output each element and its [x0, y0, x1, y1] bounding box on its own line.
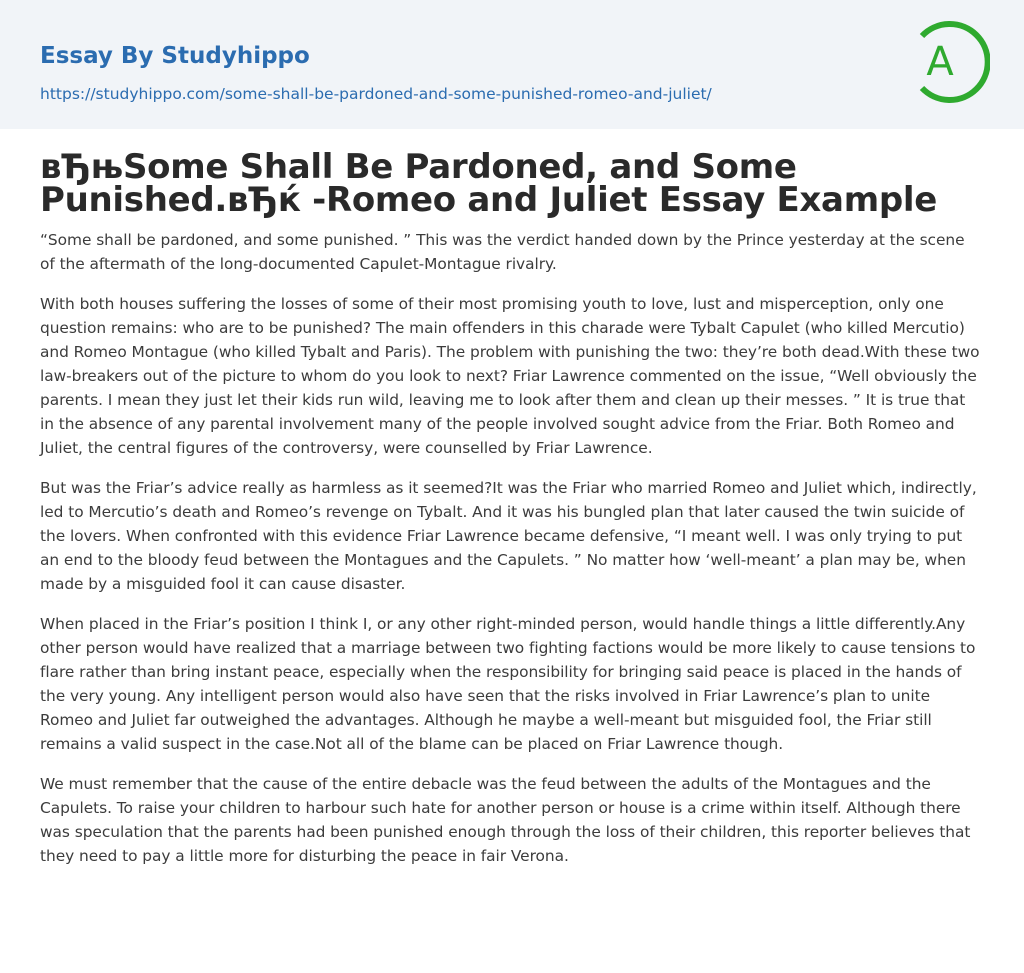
article: [0, 129, 1024, 868]
article-paragraph: “Some shall be pardoned, and some punished. ” This was the verdict handed down by the Prince yesterday at the scene of the aftermath of the long-documented Capulet-Montague rivalry.: [40, 231, 965, 273]
site-header: [0, 0, 1024, 129]
article-paragraph: But was the Friar’s advice really as harmless as it seemed?It was the Friar who married Romeo and Juliet which, indirectly, led to Mercutio’s death and Romeo’s revenge on Tybalt. And it was his bungled plan that later caused the twin suicide of the lovers. When confronted with this evidence Friar Lawrence became defensive, “I meant well. I was only trying to put an end to the bloody feud between the Montagues and the Capulets. ” No matter how ‘well-meant’ a plan may be, when made by a misguided fool it can cause disaster.: [40, 479, 977, 593]
article-paragraph: We must remember that the cause of the entire debacle was the feud between the adults of the Montagues and the Capulets. To raise your children to harbour such hate for another person or house is a crime within itself. Although there was speculation that the parents had been punished enough through the loss of their children, this reporter believes that they need to pay a little more for disturbing the peace in fair Verona.: [40, 775, 971, 865]
page-title: вЂњSome Shall Be Pardoned, and Some Punished.вЂќ -Romeo and Juliet Essay Example: [40, 147, 937, 220]
site-brand[interactable]: Essay By Studyhippo: [40, 43, 310, 69]
article-paragraph: With both houses suffering the losses of some of their most promising youth to love, lust and misperception, only one question remains: who are to be punished? The main offenders in this charade were Tybalt Capulet (who killed Mercutio) and Romeo Montague (who killed Tybalt and Paris). The problem with punishing the two: they’re both dead.With these two law-breakers out of the picture to whom do you look to next? Friar Lawrence commented on the issue, “Well obviously the parents. I mean they just let their kids run wild, leaving me to look after them and clean up their messes. ” It is true that in the absence of any parental involvement many of the people involved sought advice from the Friar. Both Romeo and Juliet, the central figures of the controversy, were counselled by Friar Lawrence.: [40, 295, 980, 457]
studyhippo-logo-icon[interactable]: [910, 18, 990, 106]
logo-letter: A: [926, 39, 954, 85]
article-paragraph: When placed in the Friar’s position I think I, or any other right-minded person, would handle things a little differently.Any other person would have realized that a marriage between two fighting factions would be more likely to cause tensions to flare rather than bring instant peace, especially when the responsibility for bringing said peace is placed in the hands of the very young. Any intelligent person would also have seen that the risks involved in Friar Lawrence’s plan to unite Romeo and Juliet far outweighed the advantages. Although he maybe a well-meant but misguided fool, the Friar still remains a valid suspect in the case.Not all of the blame can be placed on Friar Lawrence though.: [40, 615, 976, 753]
page-url-link[interactable]: https://studyhippo.com/some-shall-be-pardoned-and-some-punished-romeo-and-juliet/: [40, 85, 712, 103]
